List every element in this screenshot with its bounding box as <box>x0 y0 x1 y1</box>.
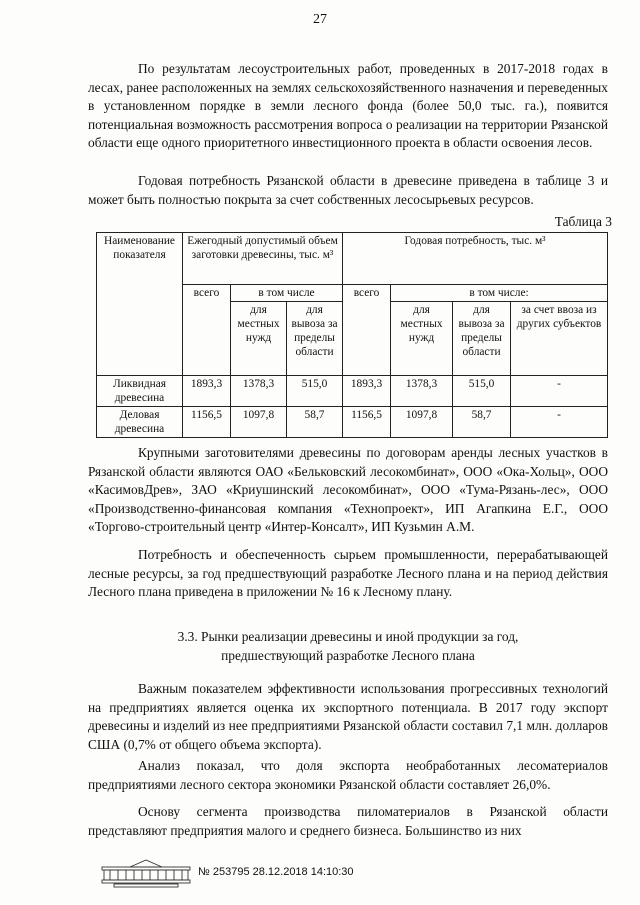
header-name: Наименование показателя <box>97 233 183 376</box>
cell-value: 1097,8 <box>231 407 287 438</box>
header-annual-need: Годовая потребность, тыс. м³ <box>343 233 608 285</box>
paragraph-major-harvesters: Крупными заготовителями древесины по договорам аренды лесных участков в Рязанской области являются ОАО «Бельковский лесокомбинат», ООО «Ока-Хольц», ООО «КасимовДрев», ЗАО «Криушинский лесокомбинат», ООО «Тума-Рязань-лес», ООО «Производственно-финансовая компания «Технопроект», ИП Агапкина Е.Г., ООО «Торгово-строительный центр «Интер-Консалт», ИП Кузьмин А.М. <box>88 445 608 535</box>
header-including: в том числе: <box>391 285 608 302</box>
table-caption: Таблица 3 <box>554 214 612 229</box>
section-heading-line: предшествующий разработке Лесного плана <box>221 647 475 663</box>
section-heading <box>88 628 608 665</box>
header-annual-allowable: Ежегодный допустимый объем заготовки древесины, тыс. м³ <box>183 233 343 285</box>
cell-value: 515,0 <box>287 376 343 407</box>
header-total: всего <box>183 285 231 376</box>
document-serial: № 253795 28.12.2018 14:10:30 <box>198 866 354 878</box>
timber-demand-table <box>96 232 608 438</box>
paragraph-raw-material-supply: Потребность и обеспеченность сырьем промышленности, перерабатывающей лесные ресурсы, за год предшествующий разработке Лесного плана и на период действия Лесного плана приведена в приложении № 16 к Лесному плану. <box>88 547 608 600</box>
cell-value: 1378,3 <box>231 376 287 407</box>
paragraph-annual-demand: Годовая потребность Рязанской области в древесине приведена в таблице 3 и может быть полностью покрыта за счет собственных лесосырьевых ресурсов. <box>88 173 608 207</box>
header-total: всего <box>343 285 391 376</box>
table-row <box>97 376 608 407</box>
cell-value: 1378,3 <box>391 376 453 407</box>
cell-value: 58,7 <box>287 407 343 438</box>
cell-value: 58,7 <box>453 407 511 438</box>
cell-value: 1893,3 <box>343 376 391 407</box>
paragraph-forest-inventory: По результатам лесоустроительных работ, проведенных в 2017-2018 годах в лесах, ранее расположенных на землях сельскохозяйственного назначения и переведенных в установленном порядке в земли лесного фонда (более 50,0 тыс. га.), появится потенциальная возможность рассмотрения вопроса о реализации на территории Рязанской области еще одного приоритетного инвестиционного проекта в области освоения лесов. <box>88 61 608 151</box>
cell-value: 1097,8 <box>391 407 453 438</box>
section-heading-line: 3.3. Рынки реализации древесины и иной продукции за год, <box>177 629 519 644</box>
cell-value: 1156,5 <box>183 407 231 438</box>
header-import: за счет ввоза из других субъектов <box>511 302 608 376</box>
cell-value: 515,0 <box>453 376 511 407</box>
header-local-needs: для местных нужд <box>231 302 287 376</box>
table-row <box>97 407 608 438</box>
header-including: в том числе <box>231 285 343 302</box>
cell-value: - <box>511 407 608 438</box>
cell-value: 1893,3 <box>183 376 231 407</box>
cell-name: Ликвидная древесина <box>97 376 183 407</box>
cell-value: 1156,5 <box>343 407 391 438</box>
cell-name: Деловая древесина <box>97 407 183 438</box>
header-export-outside: для вывоза за пределы области <box>453 302 511 376</box>
header-local-needs: для местных нужд <box>391 302 453 376</box>
paragraph-export-potential: Важным показателем эффективности использования прогрессивных технологий на предприятиях является оценка их экспортного потенциала. В 2017 году экспорт древесины и изделий из нее предприятиями Рязанской области составил 7,1 млн. долларов США (0,7% от общего объема экспорта). <box>88 681 608 752</box>
building-emblem-icon <box>100 858 192 888</box>
page-number: 27 <box>313 12 327 27</box>
paragraph-sawmill-segment: Основу сегмента производства пиломатериалов в Рязанской области представляют предприятия малого и среднего бизнеса. Большинство из них <box>88 804 608 838</box>
cell-value: - <box>511 376 608 407</box>
header-export-outside: для вывоза за пределы области <box>287 302 343 376</box>
paragraph-export-share: Анализ показал, что доля экспорта необработанных лесоматериалов предприятиями лесного сектора экономики Рязанской области составляет 26,0%. <box>88 758 608 792</box>
